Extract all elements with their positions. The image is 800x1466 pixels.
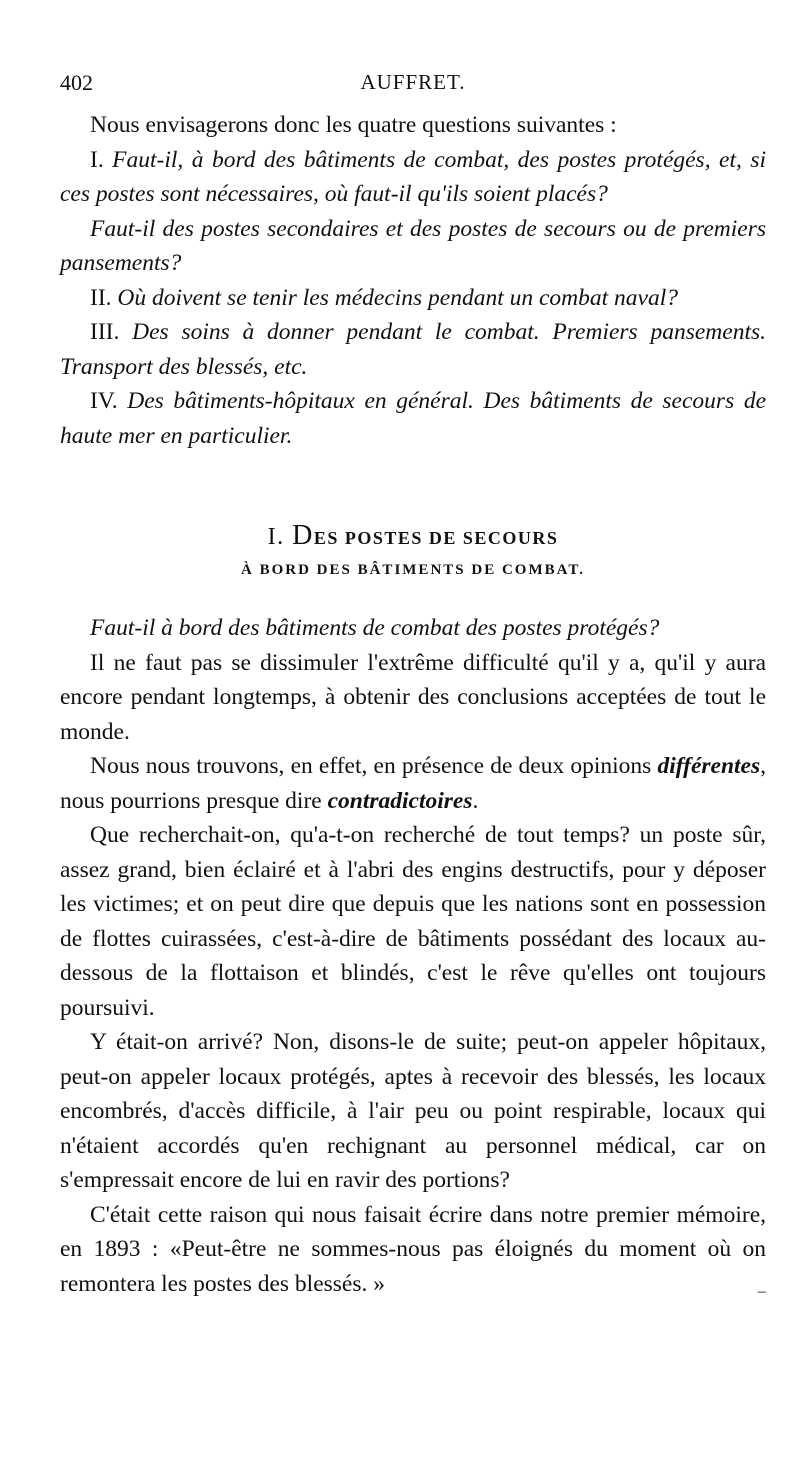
question-1 [60,143,766,212]
question-2 [60,281,766,316]
question-2-number: II. [90,284,112,311]
body-question: Faut-il à bord des bâtiments de combat des postes protégés? [90,615,660,641]
paragraph-2-middle: , nous pourrions presque dire [60,753,766,814]
question-1-text: Faut-il, à bord des bâtiments de combat, des postes protégés, et, si ces postes sont nécessaires, où faut-il qu'ils soient placés? [60,146,766,207]
section-number: I. [267,524,285,550]
question-3-text: Des soins à donner pendant le combat. Premiers pansements. Transport des blessés, etc. [60,319,767,380]
body-paragraph-5: C'était cette raison qui nous faisait écrire dans notre premier mémoire, en 1893 : «Peut-être ne sommes-nous pas éloignés du moment où on remontera les postes des blessés. » [60,1201,766,1297]
question-1-number: I. [90,146,104,173]
question-4-number: IV. [90,388,118,414]
question-2-text: Où doivent se tenir les médecins pendant un combat naval? [117,284,679,311]
section-subtitle: À BORD DES BÂTIMENTS DE COMBAT. [241,562,585,578]
running-head [60,70,766,104]
paragraph-2-end: . [472,787,479,814]
section-title-initial: D [292,520,314,551]
closing-mark: – [758,1283,766,1300]
last-paragraph-wrapper [60,1198,766,1302]
question-4 [60,384,766,453]
question-3-number: III. [90,319,120,345]
intro-paragraph: Nous envisagerons donc les quatre questions suivantes : [90,112,617,138]
section-title-rest: ES POSTES DE SECOURS [313,528,559,548]
body-paragraph-4: Y était-on arrivé? Non, disons-le de suite; peut-on appeler hôpitaux, peut-on appeler locaux protégés, aptes à recevoir des blessés, les locaux encombrés, d'accès difficile, à l'air peu ou point respirable, locaux qui n'étaient accordés qu'en rechignant au personnel médical, car on s'empressait encore de lui en ravir des portions? [60,1029,766,1193]
running-title: AUFFRET. [360,70,466,94]
body-paragraph-3: Que recherchait-on, qu'a-t-on recherché de tout temps? un poste sûr, assez grand, bien éclairé et à l'abri des engins destructifs, pour y déposer les victimes; et on peut dire que depuis que les nations sont en possession de flottes cuirassées, c'est-à-dire de bâtiments possédant des locaux au-dessous de la flottaison et blindés, c'est le rêve qu'elles ont toujours poursuivi. [60,822,766,1021]
page-number: 402 [60,70,93,95]
book-page [60,70,766,1301]
body-paragraph-2 [60,749,766,818]
question-3 [60,315,766,384]
section-heading [60,519,766,555]
question-4-text: Des bâtiments-hôpitaux en général. Des bâtiments de secours de haute mer en particulier. [60,388,766,449]
emphasis-differentes: différentes [657,753,761,779]
emphasis-contradictoires: contradictoires [327,787,473,814]
question-1b: Faut-il des postes secondaires et des postes de secours ou de premiers pansements? [60,215,766,276]
body-paragraph-1: Il ne faut pas se dissimuler l'extrême difficulté qu'il y a, qu'il y aura encore pendant longtemps, à obtenir des conclusions acceptées de tout le monde. [60,649,766,745]
paragraph-2-start: Nous nous trouvons, en effet, en présence de deux opinions [90,753,658,779]
